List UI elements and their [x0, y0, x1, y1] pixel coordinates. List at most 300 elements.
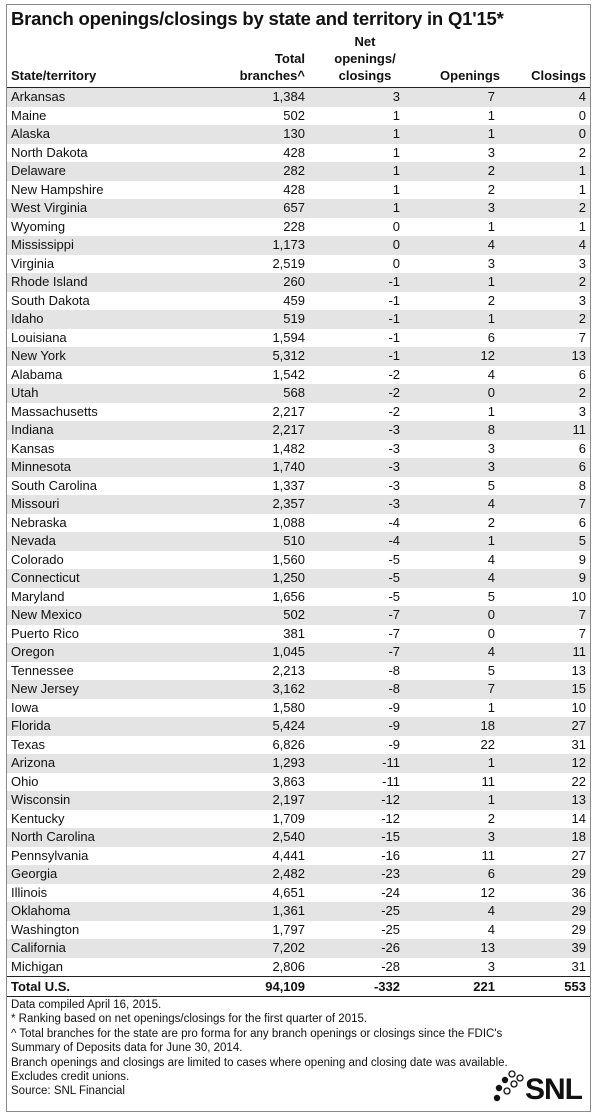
snl-dots-logo-icon	[492, 1069, 526, 1105]
table-row	[7, 514, 590, 533]
table-row	[7, 828, 590, 847]
cell-total-branches: 7,202	[272, 940, 305, 955]
cell-total-branches: 1,361	[272, 903, 305, 918]
header-total-branches	[240, 50, 305, 84]
cell-net: -23	[381, 866, 400, 881]
table-row	[7, 125, 590, 144]
cell-net: -9	[388, 736, 400, 752]
cell-total-branches: 2,540	[272, 829, 305, 844]
snl-logo-text: SNL	[525, 1073, 582, 1106]
cell-net: -2	[388, 403, 400, 419]
total-state: Total U.S.	[11, 979, 70, 994]
table-row	[7, 88, 590, 107]
cell-total-branches: 519	[283, 311, 305, 326]
cell-closings: 1	[578, 163, 586, 178]
cell-state: Massachusetts	[11, 403, 98, 419]
table-row	[7, 810, 590, 829]
cell-state: Kentucky	[11, 810, 65, 826]
cell-openings: 1	[487, 126, 495, 141]
cell-openings: 1	[487, 403, 495, 419]
cell-state: Minnesota	[11, 459, 71, 474]
cell-net: -7	[388, 607, 400, 622]
cell-total-branches: 502	[283, 107, 305, 123]
cell-closings: 10	[571, 699, 586, 715]
cell-state: New Jersey	[11, 681, 79, 696]
cell-state: Kansas	[11, 440, 55, 456]
cell-state: Oklahoma	[11, 903, 71, 918]
table-row	[7, 551, 590, 570]
cell-state: New Hampshire	[11, 181, 104, 197]
cell-total-branches: 2,217	[272, 403, 305, 419]
cell-openings: 0	[487, 607, 495, 622]
cell-state: Virginia	[11, 255, 55, 271]
cell-net: -5	[388, 570, 400, 585]
cell-openings: 18	[480, 718, 495, 733]
cell-closings: 1	[578, 218, 586, 234]
cell-total-branches: 2,357	[272, 496, 305, 511]
cell-net: -26	[381, 940, 400, 955]
cell-closings: 2	[578, 311, 586, 326]
cell-total-branches: 260	[283, 274, 305, 289]
header-net-line-3: closings	[338, 68, 392, 83]
table-row	[7, 754, 590, 773]
table-frame	[6, 4, 591, 1112]
cell-closings: 11	[572, 422, 586, 437]
cell-state: Utah	[11, 385, 39, 400]
cell-closings: 31	[571, 736, 586, 752]
table-row	[7, 921, 590, 940]
cell-total-branches: 1,709	[272, 810, 305, 826]
table-row	[7, 662, 590, 681]
cell-closings: 8	[578, 477, 586, 493]
cell-net: -16	[381, 847, 400, 863]
table-row	[7, 421, 590, 440]
cell-closings: 13	[571, 792, 586, 807]
cell-openings: 1	[487, 699, 495, 715]
cell-total-branches: 2,213	[272, 662, 305, 678]
cell-closings: 29	[571, 903, 586, 918]
cell-state: Georgia	[11, 866, 58, 881]
table-row	[7, 384, 590, 403]
cell-total-branches: 4,441	[272, 847, 305, 863]
table-row	[7, 477, 590, 496]
cell-net: -9	[388, 699, 400, 715]
cell-closings: 5	[578, 533, 586, 548]
cell-openings: 11	[481, 847, 495, 863]
cell-state: California	[11, 940, 66, 955]
cell-openings: 2	[487, 163, 495, 178]
cell-closings: 0	[578, 126, 586, 141]
cell-openings: 3	[487, 958, 495, 974]
cell-openings: 0	[487, 625, 495, 641]
cell-net: -11	[382, 755, 400, 770]
table-row	[7, 865, 590, 884]
cell-openings: 8	[487, 422, 495, 437]
cell-state: Washington	[11, 921, 80, 937]
cell-net: -3	[388, 459, 400, 474]
cell-state: Mississippi	[11, 237, 74, 252]
table-row	[7, 162, 590, 181]
cell-net: 1	[392, 200, 400, 215]
cell-state: Missouri	[11, 496, 60, 511]
cell-net: -3	[388, 477, 400, 493]
cell-total-branches: 2,197	[272, 792, 305, 807]
cell-state: New York	[11, 348, 66, 363]
cell-net: -8	[388, 662, 400, 678]
cell-closings: 6	[578, 440, 586, 456]
header-net-line-2: openings/	[334, 51, 396, 66]
cell-state: North Dakota	[11, 144, 88, 160]
cell-net: 1	[392, 126, 400, 141]
cell-net: -28	[381, 958, 400, 974]
cell-openings: 12	[480, 884, 495, 900]
table-row	[7, 939, 590, 958]
cell-openings: 5	[487, 477, 495, 493]
cell-closings: 2	[578, 274, 586, 289]
cell-state: Ohio	[11, 773, 39, 789]
cell-total-branches: 1,173	[272, 237, 305, 252]
cell-total-branches: 1,594	[272, 329, 305, 345]
table-row	[7, 458, 590, 477]
table-row	[7, 699, 590, 718]
cell-openings: 3	[487, 440, 495, 456]
cell-closings: 7	[578, 496, 586, 511]
table-row	[7, 625, 590, 644]
table-row	[7, 273, 590, 292]
cell-state: Maryland	[11, 588, 65, 604]
cell-openings: 1	[487, 792, 495, 807]
cell-total-branches: 5,424	[272, 718, 305, 733]
cell-closings: 22	[571, 773, 586, 789]
cell-closings: 4	[578, 237, 586, 252]
header-openings: Openings	[440, 68, 500, 83]
cell-total-branches: 459	[283, 292, 305, 308]
table-row	[7, 902, 590, 921]
cell-openings: 1	[487, 755, 495, 770]
cell-state: Pennsylvania	[11, 847, 89, 863]
cell-total-branches: 4,651	[272, 884, 305, 900]
table-row	[7, 255, 590, 274]
cell-openings: 7	[487, 89, 495, 104]
cell-state: Idaho	[11, 311, 44, 326]
cell-total-branches: 1,088	[272, 514, 305, 530]
table-row	[7, 181, 590, 200]
cell-net: -2	[388, 385, 400, 400]
cell-total-branches: 568	[283, 385, 305, 400]
cell-closings: 31	[571, 958, 586, 974]
cell-net: -24	[381, 884, 400, 900]
cell-net: -12	[381, 810, 400, 826]
cell-closings: 6	[578, 459, 586, 474]
cell-total-branches: 502	[283, 607, 305, 622]
table-row	[7, 403, 590, 422]
cell-openings: 5	[487, 662, 495, 678]
cell-total-branches: 2,519	[272, 255, 305, 271]
cell-total-branches: 1,656	[272, 588, 305, 604]
cell-openings: 7	[487, 681, 495, 696]
cell-openings: 6	[487, 866, 495, 881]
cell-total-branches: 1,045	[272, 644, 305, 659]
cell-closings: 7	[578, 329, 586, 345]
cell-closings: 39	[571, 940, 586, 955]
cell-state: North Carolina	[11, 829, 95, 844]
cell-net: -25	[381, 903, 400, 918]
cell-state: Louisiana	[11, 329, 67, 345]
cell-closings: 29	[571, 921, 586, 937]
cell-net: 3	[392, 89, 400, 104]
cell-closings: 10	[571, 588, 586, 604]
cell-net: -3	[388, 422, 400, 437]
cell-closings: 27	[571, 718, 586, 733]
table-row	[7, 218, 590, 237]
cell-closings: 3	[578, 403, 586, 419]
cell-closings: 3	[578, 292, 586, 308]
table-row	[7, 310, 590, 329]
cell-openings: 5	[487, 588, 495, 604]
cell-closings: 15	[571, 681, 586, 696]
table-row	[7, 958, 590, 977]
cell-openings: 3	[487, 200, 495, 215]
cell-total-branches: 6,826	[272, 736, 305, 752]
cell-openings: 1	[487, 311, 495, 326]
cell-state: Michigan	[11, 958, 64, 974]
cell-closings: 9	[578, 551, 586, 567]
header-net-line-1: Net	[354, 34, 376, 49]
cell-closings: 4	[578, 89, 586, 104]
cell-openings: 2	[487, 810, 495, 826]
cell-total-branches: 1,542	[272, 366, 305, 382]
cell-net: 1	[392, 163, 400, 178]
table-row	[7, 884, 590, 903]
cell-openings: 4	[487, 570, 495, 585]
cell-net: -3	[388, 496, 400, 511]
cell-closings: 7	[578, 607, 586, 622]
note-limits: Branch openings and closings are limited to cases where opening and closing date was available.	[11, 1056, 508, 1069]
note-compiled: Data compiled April 16, 2015.	[11, 999, 162, 1011]
cell-total-branches: 1,482	[272, 440, 305, 456]
cell-state: Wisconsin	[11, 792, 71, 807]
cell-total-branches: 1,740	[272, 459, 305, 474]
cell-net: -15	[381, 829, 400, 844]
cell-closings: 27	[571, 847, 586, 863]
cell-openings: 3	[487, 255, 495, 271]
cell-total-branches: 1,250	[272, 570, 305, 585]
cell-openings: 6	[487, 329, 495, 345]
cell-total-branches: 1,384	[272, 89, 305, 104]
cell-net: -8	[388, 681, 400, 696]
cell-state: Delaware	[11, 163, 66, 178]
cell-openings: 2	[487, 292, 495, 308]
cell-total-branches: 1,580	[272, 699, 305, 715]
cell-state: Iowa	[11, 699, 39, 715]
cell-total-branches: 2,806	[272, 958, 305, 974]
table-row	[7, 532, 590, 551]
table-row	[7, 606, 590, 625]
cell-closings: 13	[571, 662, 586, 678]
cell-state: Oregon	[11, 644, 55, 659]
cell-net: -5	[388, 551, 400, 567]
table-row	[7, 588, 590, 607]
cell-total-branches: 228	[283, 218, 305, 234]
total-net: -332	[373, 979, 400, 994]
cell-openings: 1	[487, 218, 495, 234]
cell-state: Maine	[11, 107, 47, 123]
cell-closings: 0	[578, 107, 586, 123]
cell-openings: 3	[487, 459, 495, 474]
cell-closings: 6	[578, 514, 586, 530]
snl-logo	[492, 1069, 582, 1105]
table-title: Branch openings/closings by state and territory in Q1'15*	[11, 8, 504, 29]
cell-closings: 2	[578, 385, 586, 400]
note-pro-forma-2: Summary of Deposits data for June 30, 2014.	[11, 1042, 243, 1055]
cell-total-branches: 5,312	[272, 348, 305, 363]
cell-openings: 22	[480, 736, 495, 752]
table-row	[7, 366, 590, 385]
cell-state: South Dakota	[11, 292, 90, 308]
cell-state: Nevada	[11, 533, 56, 548]
cell-net: -25	[381, 921, 400, 937]
cell-total-branches: 428	[283, 181, 305, 197]
cell-total-branches: 657	[283, 200, 305, 215]
cell-state: West Virginia	[11, 200, 88, 215]
cell-total-branches: 3,863	[272, 773, 305, 789]
cell-net: -1	[388, 348, 400, 363]
note-excludes: Excludes credit unions.	[11, 1071, 130, 1084]
cell-openings: 2	[487, 181, 495, 197]
table-row	[7, 717, 590, 736]
header-total-line-2: branches^	[239, 68, 305, 83]
cell-openings: 4	[487, 921, 495, 937]
table-row	[7, 236, 590, 255]
cell-total-branches: 428	[283, 144, 305, 160]
cell-state: Puerto Rico	[11, 625, 79, 641]
cell-net: -2	[388, 366, 400, 382]
cell-total-branches: 510	[283, 533, 305, 548]
total-closings: 553	[564, 979, 586, 994]
cell-state: Arizona	[11, 755, 56, 770]
cell-total-branches: 1,797	[272, 921, 305, 937]
cell-total-branches: 1,560	[272, 551, 305, 567]
total-branches: 94,109	[265, 979, 305, 994]
note-pro-forma-1: ^ Total branches for the state are pro forma for any branch openings or closings since the FDIC's	[11, 1027, 503, 1040]
cell-openings: 4	[487, 496, 495, 511]
cell-closings: 13	[571, 348, 586, 363]
cell-state: New Mexico	[11, 607, 82, 622]
cell-net: -4	[388, 514, 400, 530]
table-body	[7, 88, 590, 976]
cell-openings: 1	[487, 107, 495, 123]
cell-net: 1	[392, 181, 400, 197]
table-row	[7, 440, 590, 459]
table-row	[7, 347, 590, 366]
cell-state: Rhode Island	[11, 274, 88, 289]
table-row	[7, 329, 590, 348]
cell-openings: 4	[487, 903, 495, 918]
table-row	[7, 791, 590, 810]
cell-total-branches: 2,482	[272, 866, 305, 881]
table-row	[7, 643, 590, 662]
total-openings: 221	[473, 979, 495, 994]
cell-state: Alabama	[11, 366, 63, 382]
header-closings: Closings	[531, 68, 586, 83]
cell-state: South Carolina	[11, 477, 97, 493]
cell-openings: 13	[480, 940, 495, 955]
cell-state: Illinois	[11, 884, 48, 900]
table-row	[7, 680, 590, 699]
cell-state: Colorado	[11, 551, 64, 567]
cell-closings: 36	[571, 884, 586, 900]
header-net-openings-closings	[325, 33, 405, 84]
cell-closings: 2	[578, 144, 586, 160]
cell-state: Indiana	[11, 422, 54, 437]
note-source: Source: SNL Financial	[11, 1085, 125, 1098]
cell-closings: 18	[571, 829, 586, 844]
header-total-line-1: Total	[274, 51, 305, 66]
cell-openings: 3	[487, 144, 495, 160]
cell-total-branches: 3,162	[272, 681, 305, 696]
cell-net: -1	[388, 311, 400, 326]
cell-state: Alaska	[11, 126, 51, 141]
cell-openings: 4	[487, 551, 495, 567]
cell-state: Wyoming	[11, 218, 66, 234]
cell-net: 0	[392, 237, 400, 252]
cell-closings: 6	[578, 366, 586, 382]
cell-openings: 2	[487, 514, 495, 530]
cell-net: -3	[388, 440, 400, 456]
cell-closings: 7	[578, 625, 586, 641]
cell-state: Arkansas	[11, 89, 66, 104]
cell-total-branches: 381	[283, 625, 305, 641]
cell-openings: 4	[487, 366, 495, 382]
note-ranking: * Ranking based on net openings/closings for the first quarter of 2015.	[11, 1013, 368, 1026]
cell-net: 0	[392, 255, 400, 271]
cell-total-branches: 1,293	[272, 755, 305, 770]
cell-net: -7	[388, 644, 400, 659]
cell-closings: 1	[578, 181, 586, 197]
cell-openings: 1	[487, 274, 495, 289]
cell-net: -7	[388, 625, 400, 641]
table-header	[7, 31, 590, 87]
table-row	[7, 107, 590, 126]
cell-closings: 14	[571, 810, 586, 826]
cell-openings: 4	[487, 644, 495, 659]
cell-closings: 9	[578, 570, 586, 585]
table-row	[7, 773, 590, 792]
cell-openings: 0	[487, 385, 495, 400]
cell-total-branches: 1,337	[272, 477, 305, 493]
cell-state: Florida	[11, 718, 51, 733]
cell-openings: 11	[481, 773, 495, 789]
cell-net: 0	[392, 218, 400, 234]
header-state: State/territory	[11, 68, 97, 83]
cell-closings: 29	[571, 866, 586, 881]
cell-closings: 11	[572, 644, 586, 659]
cell-net: 1	[392, 144, 400, 160]
cell-total-branches: 130	[283, 126, 305, 141]
cell-closings: 12	[571, 755, 586, 770]
cell-net: -9	[388, 718, 400, 733]
table-row	[7, 292, 590, 311]
cell-net: 1	[392, 107, 400, 123]
cell-openings: 1	[487, 533, 495, 548]
cell-net: -1	[388, 329, 400, 345]
cell-net: -1	[388, 274, 400, 289]
cell-state: Tennessee	[11, 662, 74, 678]
cell-total-branches: 2,217	[272, 422, 305, 437]
cell-closings: 2	[578, 200, 586, 215]
table-row	[7, 847, 590, 866]
table-row	[7, 144, 590, 163]
